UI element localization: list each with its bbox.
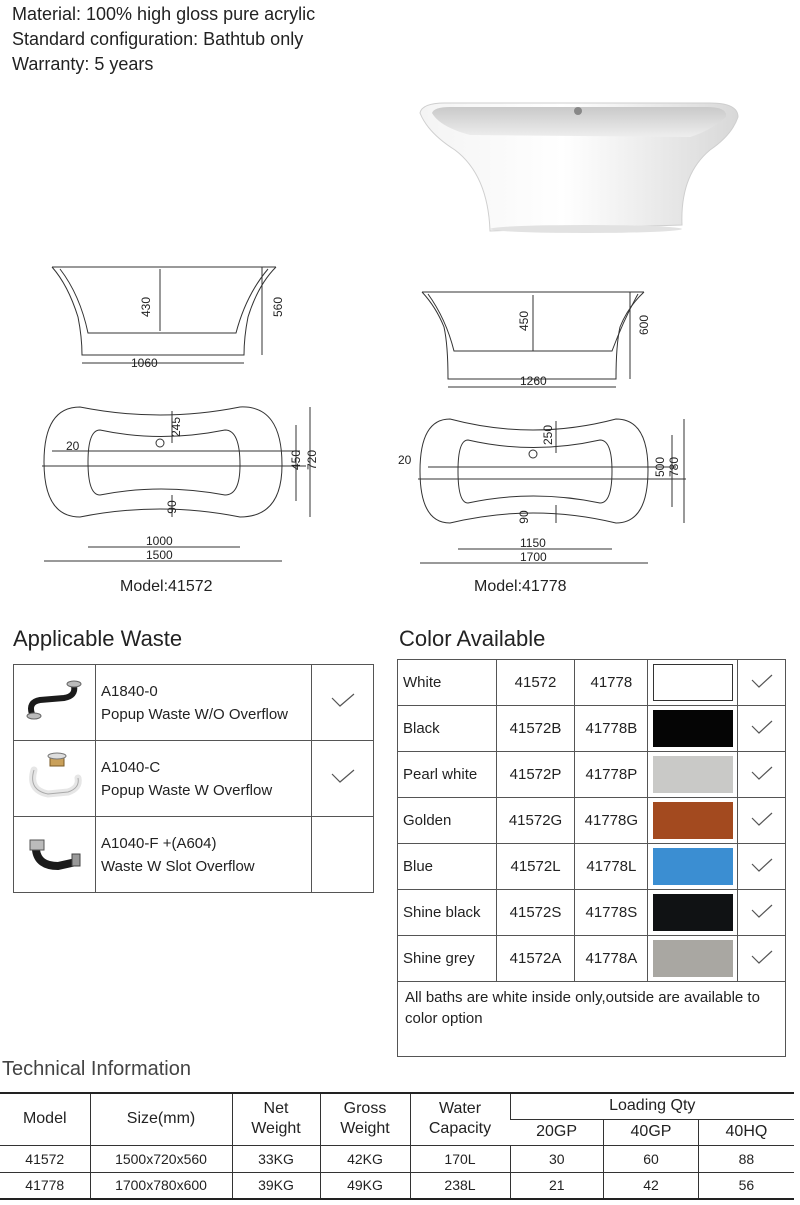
dim-b-side-offset: 20	[398, 453, 412, 467]
color-swatch	[653, 756, 733, 793]
color-row	[398, 752, 786, 798]
check-icon	[738, 844, 786, 890]
white-popup-waste-icon	[14, 741, 96, 817]
waste-row	[14, 665, 374, 741]
cell-model: 41572	[0, 1145, 90, 1172]
model-label-b: Model:41778	[474, 578, 567, 595]
check-icon	[738, 890, 786, 936]
color-code-41572: 41572G	[496, 798, 575, 844]
header-20gp: 20GP	[510, 1119, 604, 1145]
check-icon	[738, 798, 786, 844]
color-swatch-cell	[648, 660, 738, 706]
spec-warranty: Warranty: 5 years	[12, 54, 154, 74]
dim-b-width: 1260	[520, 374, 547, 388]
color-code-41778: 41778S	[575, 890, 648, 936]
header-size: Size(mm)	[90, 1093, 232, 1145]
color-swatch	[653, 802, 733, 839]
cell-size: 1500x720x560	[90, 1145, 232, 1172]
cell-gp20: 30	[510, 1145, 604, 1172]
cell-model: 41778	[0, 1172, 90, 1199]
waste-name: Popup Waste W/O Overflow	[101, 705, 289, 723]
color-swatch-cell	[648, 706, 738, 752]
cell-gross: 42KG	[320, 1145, 410, 1172]
model-label-a: Model:41572	[120, 578, 213, 595]
waste-name: Popup Waste W Overflow	[101, 781, 273, 799]
waste-name: Waste W Slot Overflow	[101, 857, 255, 875]
waste-code: A1040-C	[101, 758, 161, 776]
dim-a-outer-length: 1500	[146, 548, 173, 562]
dim-a-depth: 430	[139, 296, 153, 318]
color-code-41778: 41778P	[575, 752, 648, 798]
cell-gp20: 21	[510, 1172, 604, 1199]
header-model: Model	[0, 1093, 90, 1145]
waste-code: A1040-F +(A604)	[101, 834, 217, 852]
color-code-41572: 41572A	[496, 936, 575, 982]
dim-b-outer-length: 1700	[520, 550, 547, 564]
color-row	[398, 936, 786, 982]
dim-a-outer-width: 720	[305, 449, 319, 471]
spec-material: Material: 100% high gloss pure acrylic	[12, 4, 316, 24]
bathtub-photo	[410, 95, 746, 245]
waste-row	[14, 817, 374, 893]
color-note: All baths are white inside only,outside are available to color option	[398, 982, 786, 1057]
color-swatch	[653, 710, 733, 747]
color-code-41572: 41572S	[496, 890, 575, 936]
color-name: Black	[398, 706, 497, 752]
color-name: Shine black	[398, 890, 497, 936]
color-row	[398, 798, 786, 844]
header-water-capacity: Water Capacity	[410, 1093, 510, 1145]
color-swatch	[653, 940, 733, 977]
check-icon	[312, 665, 374, 741]
color-name: Golden	[398, 798, 497, 844]
dim-a-bottom-offset: 90	[165, 500, 179, 514]
header-40gp: 40GP	[604, 1119, 699, 1145]
spec-configuration: Standard configuration: Bathtub only	[12, 29, 304, 49]
header-40hq: 40HQ	[698, 1119, 794, 1145]
color-swatch-cell	[648, 798, 738, 844]
check-icon	[738, 936, 786, 982]
color-name: Pearl white	[398, 752, 497, 798]
color-code-41572: 41572B	[496, 706, 575, 752]
header-loading-qty: Loading Qty	[510, 1093, 794, 1119]
dim-b-inner-width: 500	[653, 456, 667, 478]
dim-b-depth: 450	[517, 310, 531, 332]
slot-overflow-waste-icon	[14, 817, 96, 893]
color-code-41778: 41778	[575, 660, 648, 706]
cell-gp40: 42	[604, 1172, 699, 1199]
color-swatch	[653, 848, 733, 885]
color-swatch-cell	[648, 844, 738, 890]
dim-a-width: 1060	[131, 356, 158, 370]
color-table	[397, 659, 786, 1057]
specifications	[12, 2, 315, 77]
color-name: Blue	[398, 844, 497, 890]
color-swatch-cell	[648, 936, 738, 982]
color-code-41778: 41778L	[575, 844, 648, 890]
color-swatch-cell	[648, 890, 738, 936]
color-row	[398, 706, 786, 752]
color-code-41572: 41572	[496, 660, 575, 706]
dim-a-side-offset: 20	[66, 439, 80, 453]
empty-check-cell	[312, 817, 374, 893]
color-swatch	[653, 894, 733, 931]
dim-a-height: 560	[271, 296, 285, 318]
dim-b-inner-length: 1150	[520, 536, 546, 550]
dim-a-drain: 245	[169, 416, 183, 438]
waste-section-title: Applicable Waste	[13, 626, 183, 651]
dim-b-bottom-offset: 90	[517, 510, 531, 524]
dim-a-inner-width: 450	[289, 449, 303, 471]
color-code-41778: 41778G	[575, 798, 648, 844]
table-row	[0, 1145, 794, 1172]
color-row	[398, 660, 786, 706]
table-row	[0, 1172, 794, 1199]
cell-gross: 49KG	[320, 1172, 410, 1199]
color-row	[398, 844, 786, 890]
color-code-41778: 41778A	[575, 936, 648, 982]
cell-gp40: 60	[604, 1145, 699, 1172]
color-row	[398, 890, 786, 936]
color-name: White	[398, 660, 497, 706]
technical-drawings	[0, 255, 800, 600]
header-gross-weight: Gross Weight	[320, 1093, 410, 1145]
check-icon	[738, 706, 786, 752]
waste-table	[13, 664, 374, 893]
technical-table	[0, 1092, 794, 1200]
cell-water: 238L	[410, 1172, 510, 1199]
check-icon	[738, 660, 786, 706]
check-icon	[738, 752, 786, 798]
check-icon	[312, 741, 374, 817]
dim-b-drain: 250	[541, 424, 555, 446]
color-swatch-cell	[648, 752, 738, 798]
color-code-41778: 41778B	[575, 706, 648, 752]
cell-net: 33KG	[232, 1145, 320, 1172]
technical-section-title: Technical Information	[2, 1058, 191, 1080]
cell-hq40: 56	[698, 1172, 794, 1199]
cell-water: 170L	[410, 1145, 510, 1172]
dim-b-outer-width: 780	[667, 456, 681, 478]
color-code-41572: 41572L	[496, 844, 575, 890]
waste-row	[14, 741, 374, 817]
cell-size: 1700x780x600	[90, 1172, 232, 1199]
dim-b-height: 600	[637, 314, 651, 336]
color-swatch	[653, 664, 733, 701]
header-net-weight: Net Weight	[232, 1093, 320, 1145]
color-name: Shine grey	[398, 936, 497, 982]
color-section-title: Color Available	[399, 626, 546, 651]
dim-a-inner-length: 1000	[146, 534, 173, 548]
cell-net: 39KG	[232, 1172, 320, 1199]
cell-hq40: 88	[698, 1145, 794, 1172]
black-popup-waste-icon	[14, 665, 96, 741]
waste-code: A1840-0	[101, 682, 158, 700]
color-code-41572: 41572P	[496, 752, 575, 798]
